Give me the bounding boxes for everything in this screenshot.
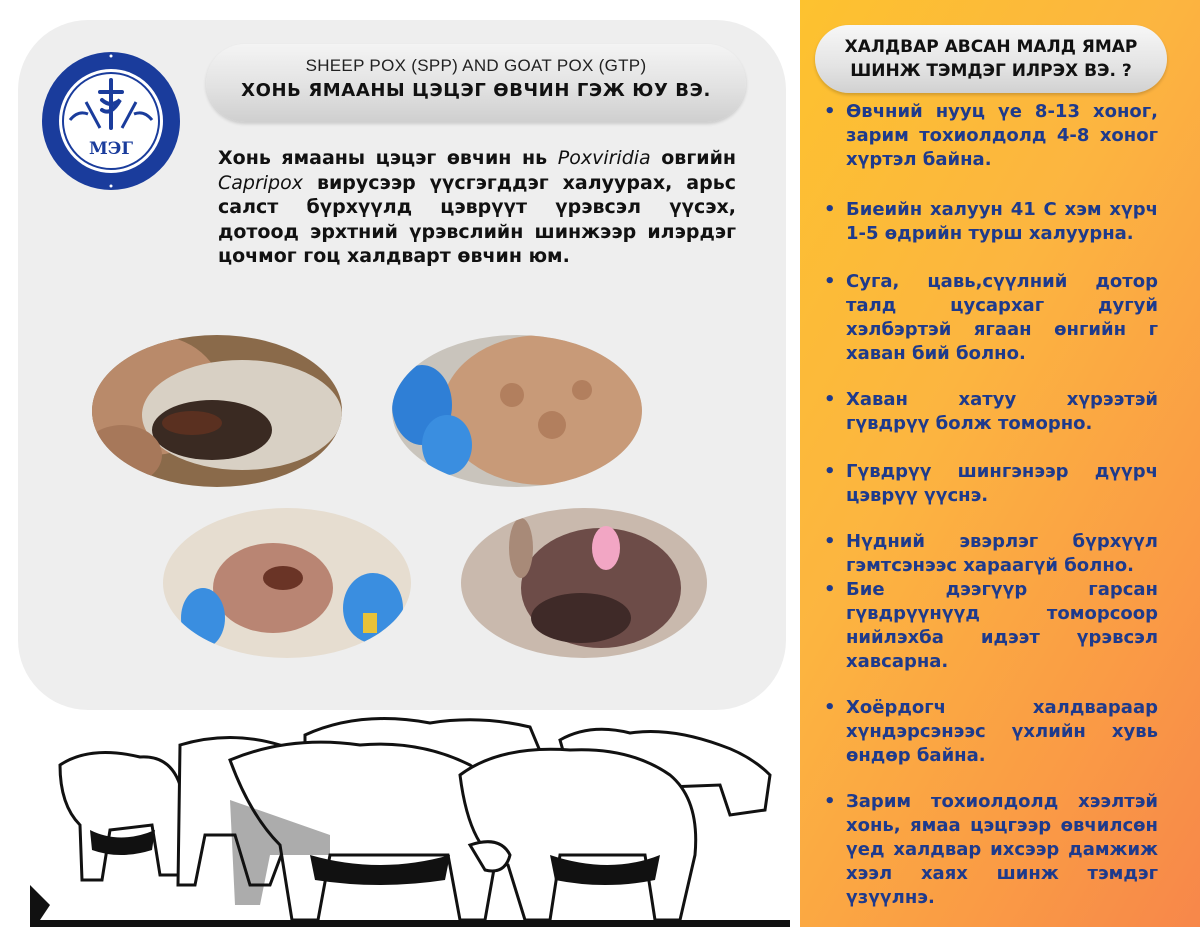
bullet-icon: • [824, 531, 836, 552]
photo-udder-lesion [461, 508, 707, 658]
logo-abbreviation: МЭГ [88, 139, 134, 159]
bullet-icon: • [824, 389, 836, 410]
symptom-item [822, 790, 1158, 910]
symptoms-question: ХАЛДВАР АВСАН МАЛД ЯМАР ШИНЖ ТЭМДЭГ ИЛРЭХ ВЭ. ? [844, 37, 1138, 81]
symptom-item [822, 270, 1158, 366]
symptom-text: Зарим тохиолдолд хээлтэй хонь, ямаа цэцгээр өвчилсөн үед халдвар ихсээр дамжиж хээл хаях шинж тэмдэг үзүүлнэ. [846, 791, 1158, 908]
bullet-icon: • [824, 579, 836, 600]
bullet-icon: • [824, 697, 836, 718]
bullet-icon: • [824, 101, 836, 122]
symptom-item [822, 696, 1158, 768]
bullet-icon: • [824, 461, 836, 482]
symptoms-question-banner [815, 25, 1167, 93]
intro-paragraph [218, 146, 736, 269]
symptom-text: Нүдний эвэрлэг бүрхүүл гэмтсэнээс хараагүй болно. [846, 531, 1158, 576]
bullet-icon: • [824, 271, 836, 292]
symptom-text: Хаван хатуу хүрээтэй гүвдрүү болж томорно. [846, 389, 1158, 434]
symptom-item [822, 198, 1158, 246]
title-mongolian: ХОНЬ ЯМААНЫ ЦЭЦЭГ ӨВЧИН ГЭЖ ЮУ ВЭ. [241, 80, 711, 101]
intro-text-1: Хонь ямааны цэцэг өвчин нь [218, 147, 558, 169]
photo-skin-nodules [392, 335, 642, 487]
symptom-text: Гүвдрүү шингэнээр дүүрч цэврүү үүснэ. [846, 461, 1158, 506]
veterinary-department-logo [40, 50, 182, 192]
title-english: SHEEP POX (SPP) AND GOAT POX (GTP) [305, 56, 647, 75]
bullet-icon: • [824, 199, 836, 220]
symptom-item [822, 460, 1158, 508]
photo-mouth-lesion [92, 335, 342, 487]
symptom-item [822, 530, 1158, 578]
symptom-text: Суга, цавь,сүүлний дотор талд цусархаг дугуй хэлбэртэй ягаан өнгийн г хаван бий болно. [846, 271, 1158, 364]
symptom-item [822, 578, 1158, 674]
title-banner [206, 44, 746, 122]
bullet-icon: • [824, 791, 836, 812]
symptom-text: Өвчний нууц үе 8-13 хоног, зарим тохиолдолд 4-8 хоног хүртэл байна. [846, 101, 1158, 170]
symptom-text: Биеийн халуун 41 С хэм хүрч 1-5 өдрийн турш халуурна. [846, 199, 1158, 244]
intro-text-3: вирусээр үүсгэгддэг халуурах, арьс салст бүрхүүлд цэврүүт үрэвсэл үүсэх, дотоод эрхтний үрэвслийн шинжээр илэрдэг цочмог гоц халдварт өвчин юм. [218, 171, 736, 267]
symptom-text: Хоёрдогч халдвараар хүндэрсэнээс үхлийн хувь өндөр байна. [846, 697, 1158, 766]
photo-wool-lesion [163, 508, 411, 658]
intro-text-2: овгийн [650, 147, 737, 169]
symptom-item [822, 100, 1158, 172]
intro-family-name: Poxviridia [557, 147, 651, 169]
symptom-item [822, 388, 1158, 436]
sheep-flock-illustration [30, 705, 790, 927]
intro-genus-name: Capripox [218, 171, 303, 194]
symptom-text: Бие дээгүүр гарсан гүвдрүүнүүд томорсоор нийлэхба идээт үрэвсэл хавсарна. [846, 579, 1158, 672]
